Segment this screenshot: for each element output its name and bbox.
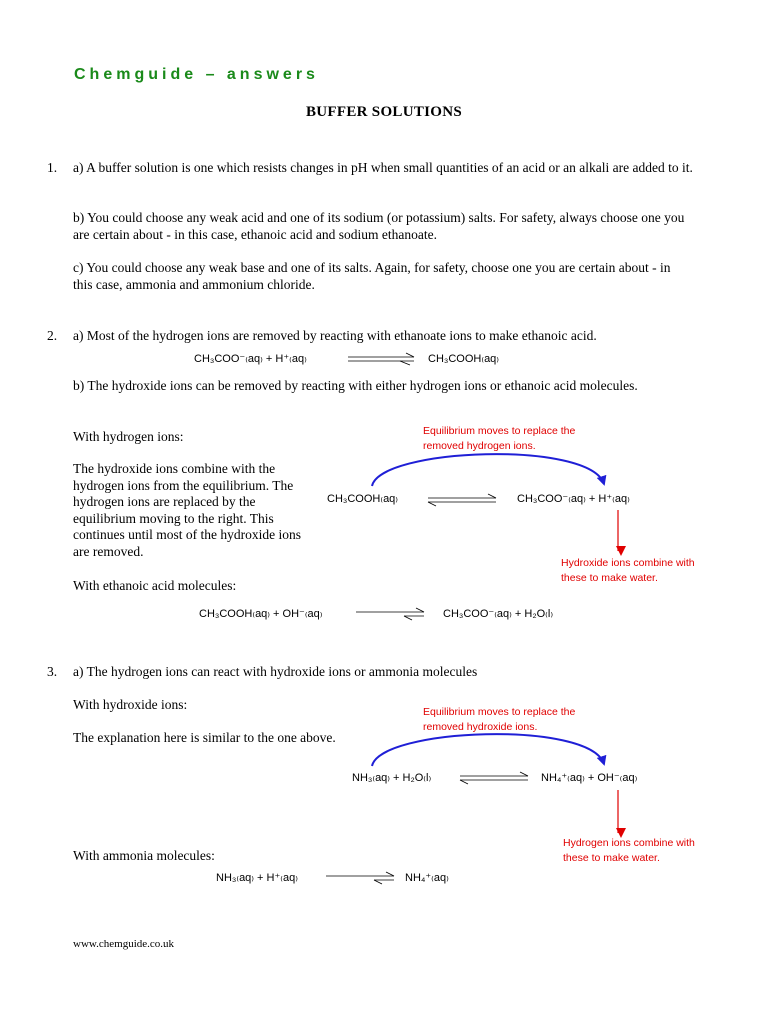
equilibrium-arrow-q2-eq2	[428, 494, 496, 506]
q3-note-hydrogen: Hydrogen ions combine with these to make water.	[563, 837, 695, 864]
question-number-1: 1.	[47, 160, 58, 175]
q2-with-ethanoic-acid: With ethanoic acid molecules:	[73, 578, 237, 593]
brand-title: Chemguide – answers	[74, 66, 319, 83]
q2-eq2-right: CH₃COO⁻₍aq₎ + H⁺₍aq₎	[517, 493, 630, 505]
q1-part-a: a) A buffer solution is one which resists changes in pH when small quantities of an acid or an alkali are added to it.	[73, 160, 693, 175]
q2-eq2-left: CH₃COOH₍aq₎	[327, 493, 399, 505]
page-title: BUFFER SOLUTIONS	[305, 104, 463, 120]
q2-note-hydroxide: Hydroxide ions combine with these to make water.	[561, 557, 695, 584]
question-number-3: 3.	[47, 664, 58, 679]
q3-eq2-left: NH₃₍aq₎ + H⁺₍aq₎	[216, 872, 298, 884]
q2-explanation: The hydroxide ions combine with the hydrogen ions from the equilibrium. The hydrogen ions are replaced by the equilibrium moving to the right. This continues until most of the hydroxide ions are removed.	[73, 461, 301, 559]
q3-eq2-right: NH₄⁺₍aq₎	[405, 872, 449, 884]
q1-part-c: c) You could choose any weak base and one of its salts. Again, for safety, choose one you are certain about - in this case, ammonia and ammonium chloride.	[73, 260, 671, 292]
q2-note-equilibrium: Equilibrium moves to replace the removed hydrogen ions.	[423, 425, 576, 452]
q3-blue-curve-arrow	[372, 734, 604, 766]
q2-part-a: a) Most of the hydrogen ions are removed by reacting with ethanoate ions to make ethanoic acid.	[73, 328, 597, 343]
equilibrium-arrow-q2-eq1	[348, 353, 414, 365]
q2-eq1-right: CH₃COOH₍aq₎	[428, 353, 500, 365]
q3-eq1-left: NH₃₍aq₎ + H₂O₍l₎	[352, 772, 432, 784]
equilibrium-arrow-q2-eq3	[356, 608, 424, 620]
q3-with-hydroxide-ions: With hydroxide ions:	[73, 697, 188, 712]
equilibrium-arrow-q3-eq1	[460, 772, 528, 784]
q3-note-equilibrium: Equilibrium moves to replace the removed hydroxide ions.	[423, 706, 576, 733]
q2-eq1-left: CH₃COO⁻₍aq₎ + H⁺₍aq₎	[194, 353, 307, 365]
footer-url: www.chemguide.co.uk	[73, 938, 175, 950]
q2-part-b: b) The hydroxide ions can be removed by reacting with either hydrogen ions or ethanoic acid molecules.	[73, 378, 638, 393]
question-number-2: 2.	[47, 328, 58, 343]
q2-eq3-right: CH₃COO⁻₍aq₎ + H₂O₍l₎	[443, 608, 554, 620]
q2-with-hydrogen-ions: With hydrogen ions:	[73, 429, 184, 444]
q1-part-b: b) You could choose any weak acid and one of its sodium (or potassium) salts. For safety, always choose one you are certain about - in this case, ethanoic acid and sodium ethanoate.	[73, 210, 685, 242]
q3-explanation: The explanation here is similar to the one above.	[73, 730, 336, 745]
equilibrium-arrow-q3-eq2	[326, 872, 394, 884]
q2-eq3-left: CH₃COOH₍aq₎ + OH⁻₍aq₎	[199, 608, 323, 620]
q3-eq1-right: NH₄⁺₍aq₎ + OH⁻₍aq₎	[541, 772, 638, 784]
q2-blue-curve-arrow	[372, 454, 604, 486]
q3-part-a: a) The hydrogen ions can react with hydroxide ions or ammonia molecules	[73, 664, 478, 679]
q3-with-ammonia: With ammonia molecules:	[73, 848, 215, 863]
